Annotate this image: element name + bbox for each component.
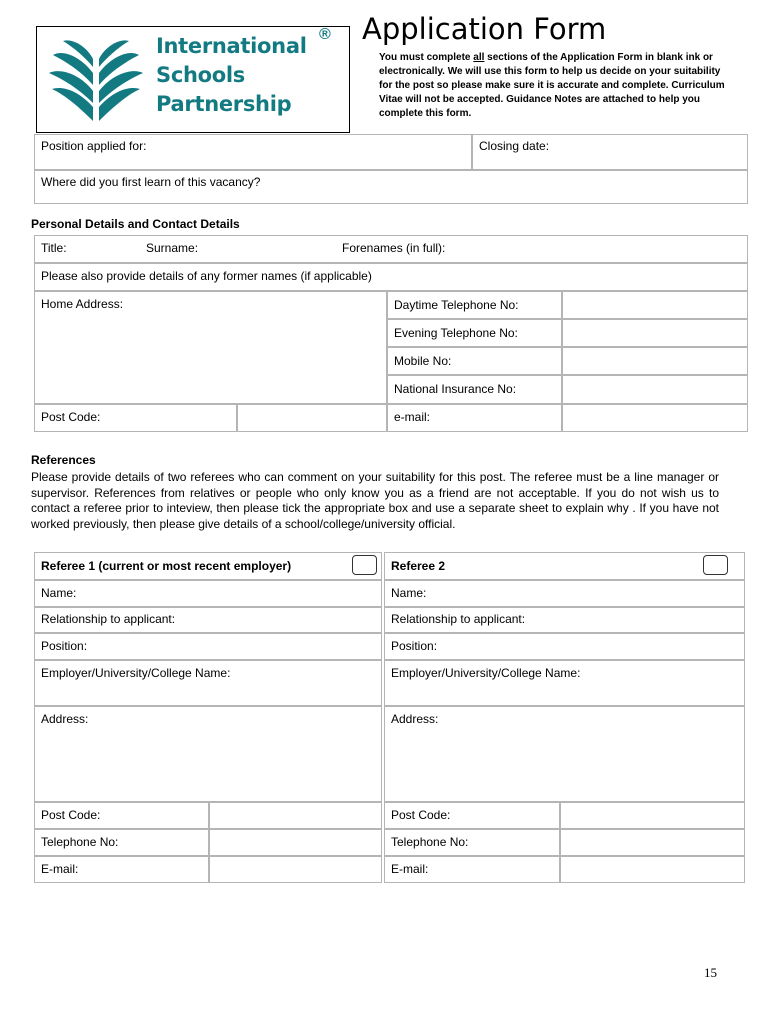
referee2-position-field[interactable]: Position: xyxy=(384,633,745,660)
referee2-employer-field[interactable]: Employer/University/College Name: xyxy=(384,660,745,706)
referee1-postcode-input[interactable] xyxy=(209,802,382,829)
position-applied-field[interactable]: Position applied for: xyxy=(34,134,472,170)
referee2-email-label: E-mail: xyxy=(384,856,560,883)
logo-text-line1: International xyxy=(156,34,307,58)
page-number: 15 xyxy=(704,965,717,980)
referee2-postcode-label: Post Code: xyxy=(384,802,560,829)
leaf-logo-icon xyxy=(49,37,145,123)
referee2-heading-cell: Referee 2 xyxy=(384,552,745,580)
referee1-position-field[interactable]: Position: xyxy=(34,633,382,660)
ni-label-cell: National Insurance No: xyxy=(387,375,562,404)
referee1-telephone-label: Telephone No: xyxy=(34,829,209,856)
referee2-telephone-input[interactable] xyxy=(560,829,745,856)
logo-box xyxy=(36,26,350,133)
referee2-tick-box[interactable] xyxy=(703,555,728,575)
mobile-label-cell: Mobile No: xyxy=(387,347,562,375)
former-names-field[interactable]: Please also provide details of any former names (if applicable) xyxy=(34,263,748,291)
vacancy-source-field[interactable]: Where did you first learn of this vacancy? xyxy=(34,170,748,204)
postcode-input[interactable] xyxy=(237,404,387,432)
referee2-postcode-input[interactable] xyxy=(560,802,745,829)
title-label: Title: xyxy=(41,241,67,255)
email-input[interactable] xyxy=(562,404,748,432)
instructions: You must complete all sections of the Application Form in blank ink or electronically. We will use this form to help us decide on your suitability for the post so please make sure it is accurate and complete. Curriculum Vitae will not be accepted. Guidance Notes are attached to help you complete this form. xyxy=(379,52,725,119)
referee2-relationship-field[interactable]: Relationship to applicant: xyxy=(384,607,745,633)
evening-tel-input[interactable] xyxy=(562,319,748,347)
postcode-label-cell: Post Code: xyxy=(34,404,237,432)
email-label-cell: e-mail: xyxy=(387,404,562,432)
referee2-address-field[interactable]: Address: xyxy=(384,706,745,802)
referee1-heading-cell: Referee 1 (current or most recent employer) xyxy=(34,552,382,580)
logo-text-line2: Schools xyxy=(156,63,245,87)
closing-date-field[interactable]: Closing date: xyxy=(472,134,748,170)
forenames-label: Forenames (in full): xyxy=(342,241,446,255)
daytime-tel-input[interactable] xyxy=(562,291,748,319)
ni-input[interactable] xyxy=(562,375,748,404)
daytime-tel-label-cell: Daytime Telephone No: xyxy=(387,291,562,319)
registered-mark: ® xyxy=(319,26,331,43)
referee2-name-field[interactable]: Name: xyxy=(384,580,745,607)
page-title: Application Form xyxy=(362,12,607,46)
referee1-name-field[interactable]: Name: xyxy=(34,580,382,607)
referee1-employer-field[interactable]: Employer/University/College Name: xyxy=(34,660,382,706)
referee2-email-input[interactable] xyxy=(560,856,745,883)
referee1-postcode-label: Post Code: xyxy=(34,802,209,829)
surname-label: Surname: xyxy=(146,241,199,255)
mobile-input[interactable] xyxy=(562,347,748,375)
references-heading: References xyxy=(31,453,96,467)
home-address-field[interactable]: Home Address: xyxy=(34,291,387,404)
name-row[interactable] xyxy=(34,235,748,263)
referee1-address-field[interactable]: Address: xyxy=(34,706,382,802)
references-paragraph: Please provide details of two referees who can comment on your suitability for this post. The referee must be a line manager or supervisor. References from relatives or people who only know you as a friend are not acceptable. If you do not wish us to contact a referee prior to inteview, then please tick the appropriate box and use a separate sheet to explain why . If you have not worked previously, then please give details of a school/college/university official. xyxy=(31,470,719,531)
referee1-email-input[interactable] xyxy=(209,856,382,883)
referee1-telephone-input[interactable] xyxy=(209,829,382,856)
referee1-relationship-field[interactable]: Relationship to applicant: xyxy=(34,607,382,633)
referee1-tick-box[interactable] xyxy=(352,555,377,575)
referee1-email-label: E-mail: xyxy=(34,856,209,883)
referee2-telephone-label: Telephone No: xyxy=(384,829,560,856)
logo-text-line3: Partnership xyxy=(156,92,292,116)
personal-details-heading: Personal Details and Contact Details xyxy=(31,217,240,231)
evening-tel-label-cell: Evening Telephone No: xyxy=(387,319,562,347)
